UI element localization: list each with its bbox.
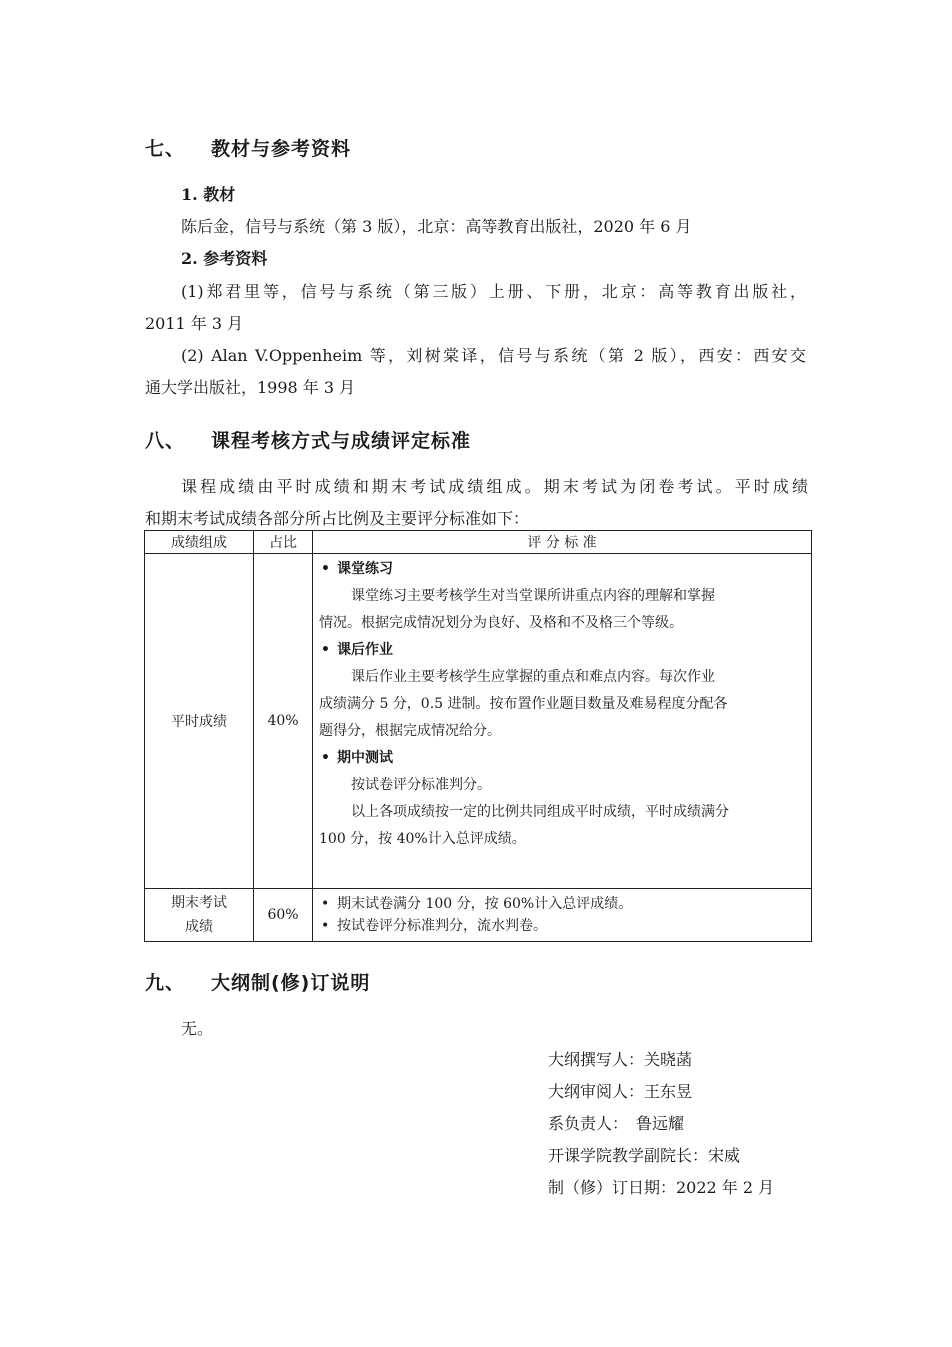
section-7-heading [145,134,351,161]
section-7-number: 七、 [145,138,186,160]
section-7-title: 教材与参考资料 [211,138,352,160]
final-component-line-1: 期末考试 [171,895,227,911]
item-classwork-title: 课堂练习 [337,561,393,577]
grading-table-header-row [145,531,812,554]
reference-1-line-2: 2011 年 3 月 [145,314,244,333]
regular-summary-2: 100 分，按 40%计入总评成绩。 [319,831,526,847]
section-8-intro-line-2: 和期末考试成绩各部分所占比例及主要评分标准如下： [145,509,530,528]
bullet-icon: • [321,896,330,912]
section-9-heading [145,968,370,995]
header-ratio: 占比 [254,531,313,554]
item-midterm-heading [319,745,805,772]
bullet-icon: • [321,918,330,934]
section-8-intro-line-1: 课程成绩由平时成绩和期末考试成绩组成。期末考试为闭卷考试。平时成绩 [181,477,808,496]
bullet-icon: • [321,642,330,658]
reference-2-line-2: 通大学出版社，1998 年 3 月 [145,378,356,397]
final-component-line-2: 成绩 [185,919,213,935]
final-criteria-text-1: 期末试卷满分 100 分，按 60%计入总评成绩。 [337,896,633,912]
table-row-regular [145,554,812,889]
signature-dept-head: 系负责人： 鲁远耀 [548,1114,685,1133]
item-midterm-text: 按试卷评分标准判分。 [351,777,491,793]
item-homework-title: 课后作业 [337,642,393,658]
item-homework-text-2: 成绩满分 5 分，0.5 进制。按布置作业题目数量及难易程度分配各 [319,696,728,712]
regular-ratio: 40% [254,554,313,889]
signature-writer: 大纲撰写人：关晓菡 [548,1050,693,1069]
regular-criteria [313,554,812,889]
section-8-number: 八、 [145,430,186,452]
textbook-heading: 1. 教材 [181,185,236,204]
header-component: 成绩组成 [145,531,254,554]
grading-table [144,530,812,942]
item-midterm-title: 期中测试 [337,750,393,766]
reference-2-line-1: (2) Alan V.Oppenheim 等，刘树棠译，信号与系统（第 2 版），西安：西安交 [181,346,806,365]
signature-date: 制（修）订日期：2022 年 2 月 [548,1178,775,1197]
item-classwork-text-1: 课堂练习主要考核学生对当堂课所讲重点内容的理解和掌握 [351,588,715,604]
references-heading: 2. 参考资料 [181,249,268,268]
table-row-final [145,889,812,942]
final-ratio: 60% [254,889,313,942]
reference-1-line-1: (1)郑君里等，信号与系统（第三版）上册、下册，北京：高等教育出版社， [181,282,806,301]
item-classwork-heading [319,556,805,583]
section-9-title: 大纲制(修)订说明 [211,972,371,994]
regular-component: 平时成绩 [145,554,254,889]
section-9-body: 无。 [181,1019,214,1038]
final-criteria-text-2: 按试卷评分标准判分，流水判卷。 [337,918,547,934]
bullet-icon: • [321,561,330,577]
textbook-entry: 陈后金，信号与系统（第 3 版），北京：高等教育出版社，2020 年 6 月 [181,217,692,236]
signature-reviewer: 大纲审阅人：王东昱 [548,1082,693,1101]
header-criteria: 评 分 标 准 [313,531,812,554]
final-component [145,889,254,942]
regular-summary-1: 以上各项成绩按一定的比例共同组成平时成绩，平时成绩满分 [351,804,729,820]
signature-vice-dean: 开课学院教学副院长：宋威 [548,1146,741,1165]
item-classwork-text-2: 情况。根据完成情况划分为良好、及格和不及格三个等级。 [319,615,683,631]
final-criteria [313,889,812,942]
section-8-title: 课程考核方式与成绩评定标准 [211,430,472,452]
bullet-icon: • [321,750,330,766]
item-homework-text-3: 题得分，根据完成情况给分。 [319,723,501,739]
section-9-number: 九、 [145,972,186,994]
final-criteria-line-1 [319,893,805,915]
final-criteria-line-2 [319,915,805,937]
section-8-heading [145,426,471,453]
item-homework-heading [319,637,805,664]
item-homework-text-1: 课后作业主要考核学生应掌握的重点和难点内容。每次作业 [351,669,715,685]
